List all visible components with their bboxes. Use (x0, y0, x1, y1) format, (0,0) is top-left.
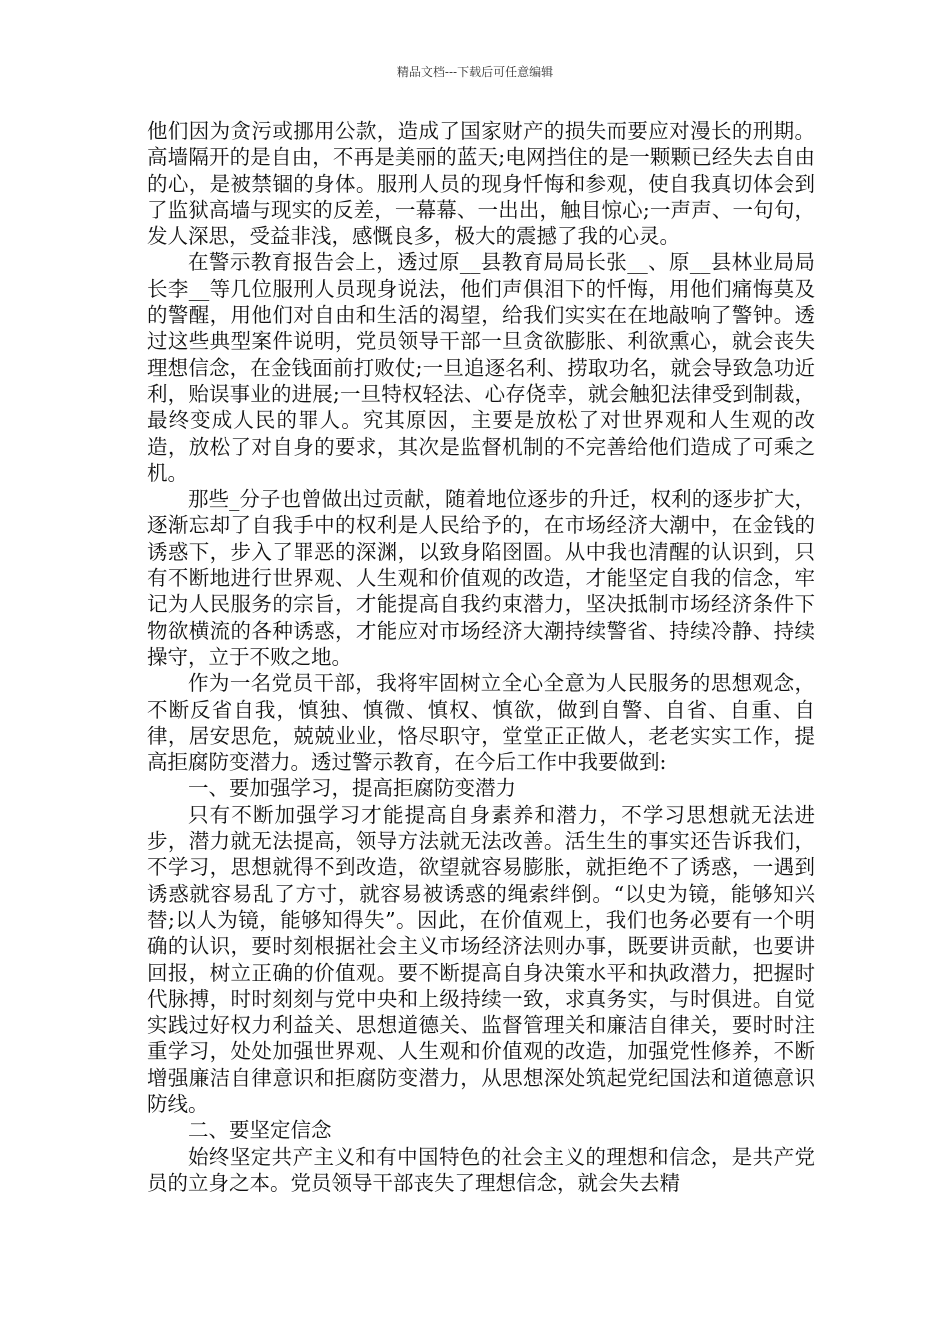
paragraph-continuation: 他们因为贪污或挪用公款，造成了国家财产的损失而要应对漫长的刑期。高墙隔开的是自由，不再是美丽的蓝天;电网挡住的是一颗颗已经失去自由的心，是被禁锢的身体。服刑人员的现身忏悔和参观，使自我真切体会到了监狱高墙与现实的反差，一幕幕、一出出，触目惊心;一声声、一句句，发人深思，受益非浅，感慨良多，极大的震撼了我的心灵。 (147, 119, 815, 249)
paragraph-belief: 始终坚定共产主义和有中国特色的社会主义的理想和信念，是共产党员的立身之本。党员领导干部丧失了理想信念，就会失去精 (147, 1144, 815, 1195)
document-body (147, 118, 815, 1196)
page-header: 精品文档---下载后可任意编辑 (396, 65, 554, 79)
paragraph-commitment: 作为一名党员干部，我将牢固树立全心全意为人民服务的思想观念，不断反省自我，慎独、慎微、慎权、慎欲，做到自警、自省、自重、自律，居安思危，兢兢业业，恪尽职守，堂堂正正做人，老老实实工作，提高拒腐防变潜力。透过警示教育，在今后工作中我要做到: (147, 671, 815, 775)
section-heading-study: 一、要加强学习，提高拒腐防变潜力 (188, 776, 516, 801)
paragraph-reflection: 那些_分子也曾做出过贡献，随着地位逐步的升迁，权利的逐步扩大，逐渐忘却了自我手中的权利是人民给予的，在市场经济大潮中，在金钱的诱惑下，步入了罪恶的深渊，以致身陷囹圄。从中我也清醒的认识到，只有不断地进行世界观、人生观和价值观的改造，才能坚定自我的信念，牢记为人民服务的宗旨，才能提高自我约束潜力，坚决抵制市场经济条件下物欲横流的各种诱惑，才能应对市场经济大潮持续警省、持续冷静、持续操守，立于不败之地。 (147, 487, 815, 669)
paragraph-warning-report: 在警示教育报告会上，透过原__县教育局局长张__、原__县林业局局长李__等几位服刑人员现身说法，他们声俱泪下的忏悔，用他们痛悔莫及的警醒，用他们对自由和生活的渴望，给我们实实在在地敲响了警钟。透过这些典型案件说明，党员领导干部一旦贪欲膨胀、利欲熏心，就会丧失理想信念，在金钱面前打败仗;一旦追逐名利、捞取功名，就会导致急功近利，贻误事业的进展;一旦特权轻法、心存侥幸，就会触犯法律受到制裁，最终变成人民的罪人。究其原因，主要是放松了对世界观和人生观的改造，放松了对自身的要求，其次是监督机制的不完善给他们造成了可乘之机。 (147, 250, 815, 485)
paragraph-study: 只有不断加强学习才能提高自身素养和潜力，不学习思想就无法进步，潜力就无法提高，领导方法就无法改善。活生生的事实还告诉我们，不学习，思想就得不到改造，欲望就容易膨胀，就拒绝不了诱惑，一遇到诱惑就容易乱了方寸，就容易被诱惑的绳索绊倒。“以史为镜，能够知兴替;以人为镜，能够知得失”。因此，在价值观上，我们也务必要有一个明确的认识，要时刻根据社会主义市场经济法则办事，既要讲贡献，也要讲回报，树立正确的价值观。要不断提高自身决策水平和执政潜力，把握时代脉搏，时时刻刻与党中央和上级持续一致，求真务实，与时俱进。自觉实践过好权力利益关、思想道德关、监督管理关和廉洁自律关，要时时注重学习，处处加强世界观、人生观和价值观的改造，加强党性修养，不断增强廉洁自律意识和拒腐防变潜力，从思想深处筑起党纪国法和道德意识防线。 (147, 802, 815, 1116)
section-heading-belief: 二、要坚定信念 (188, 1118, 332, 1143)
